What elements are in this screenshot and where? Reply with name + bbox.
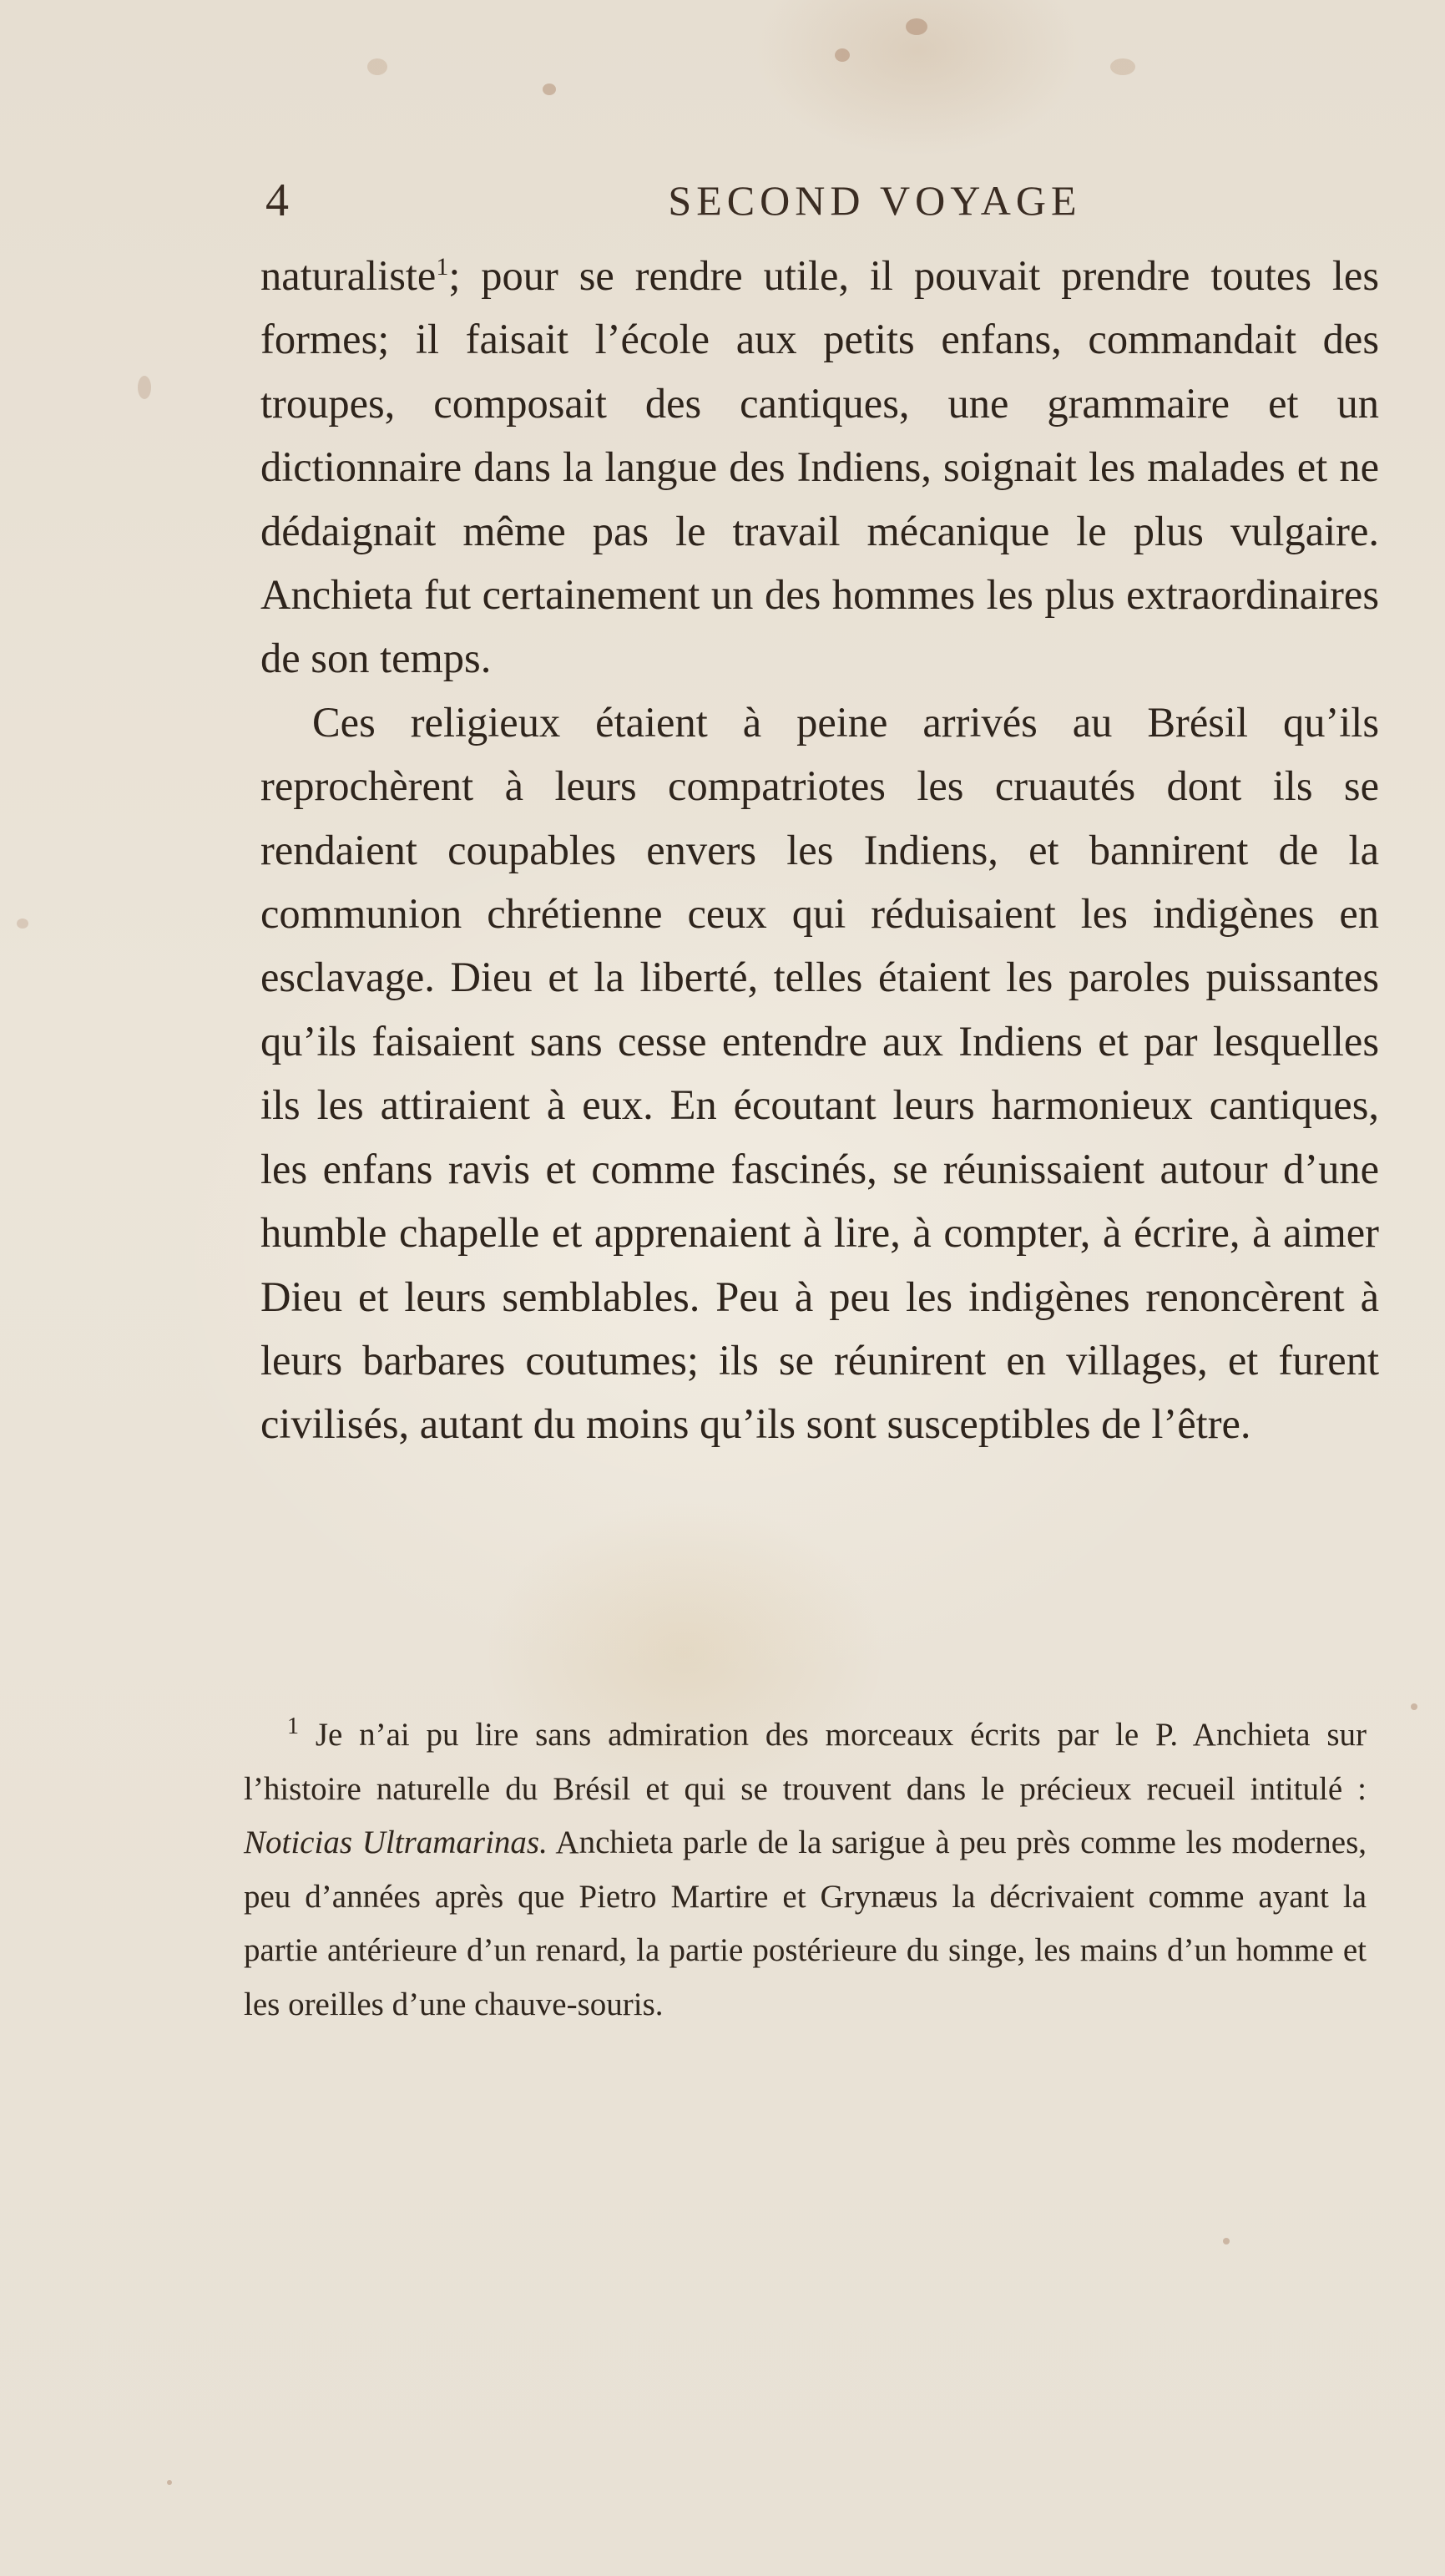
footnote-reference: 1 [436, 253, 449, 281]
foxing-spot [835, 48, 850, 62]
footnote-text: Je n’ai pu lire sans admiration des morceaux écrits par le P. Anchieta sur l’histoire naturelle du Brésil et qui se trouvent dans le précieux recueil intitulé : [244, 1717, 1367, 1807]
footnote-italic-title: Noticias Ultramarinas. [244, 1824, 548, 1860]
foxing-spot [1223, 2238, 1230, 2245]
paragraph-text: ; pour se rendre utile, il pouvait prendre toutes les formes; il faisait l’école aux petits enfans, commandait des troupes, composait des cantiques, une grammaire et un dictionnaire dans la langue des Indiens, soignait les malades et ne dédaignait même pas le travail mécanique le plus vulgaire. Anchieta fut certainement un des hommes les plus extraordinaires de son temps. [260, 252, 1379, 682]
page-header [265, 167, 1384, 234]
foxing-spot [906, 18, 927, 35]
foxing-spot [167, 2480, 172, 2485]
foxing-spot [1110, 58, 1135, 75]
foxing-spot [543, 84, 556, 95]
footnote-marker: 1 [287, 1713, 299, 1739]
paragraph-text: naturaliste [260, 252, 437, 299]
foxing-spot [17, 919, 28, 929]
running-title: SECOND VOYAGE [668, 177, 1082, 224]
paragraph: Ces religieux étaient à peine arrivés au Brésil qu’ils reprochèrent à leurs compatriotes les cruautés dont ils se rendaient coupables envers les Indiens, et bannirent de la communion chrétienne ceux qui réduisaient les indigènes en esclavage. Dieu et la liberté, telles étaient les paroles puissantes qu’ils faisaient sans cesse entendre aux Indiens et par lesquelles ils les attiraient à eux. En écoutant leurs harmonieux cantiques, les enfans ravis et comme fascinés, se réunissaient autour d’une humble chapelle et apprenaient à lire, à compter, à écrire, à aimer Dieu et leurs semblables. Peu à peu les indigènes renoncèrent à leurs barbares coutumes; ils se réunirent en villages, et furent civilisés, autant du moins qu’ils sont susceptibles de l’être. [260, 698, 1379, 1448]
main-text [260, 244, 1379, 1456]
paragraph-continued [260, 244, 1379, 691]
footnote-text: Anchieta parle de la sarigue à peu près comme les modernes, peu d’années après que Pietro Martire et Grynæus la décrivaient comme ayant la partie antérieure d’un renard, la partie postérieure du singe, les mains d’un homme et les oreilles d’une chauve-souris. [244, 1824, 1367, 2022]
page-number: 4 [265, 175, 289, 226]
footnotes [244, 1708, 1367, 2032]
foxing-spot [1411, 1703, 1417, 1710]
foxing-spot [367, 58, 387, 75]
foxing-spot [138, 376, 151, 399]
footnote [244, 1708, 1367, 2032]
